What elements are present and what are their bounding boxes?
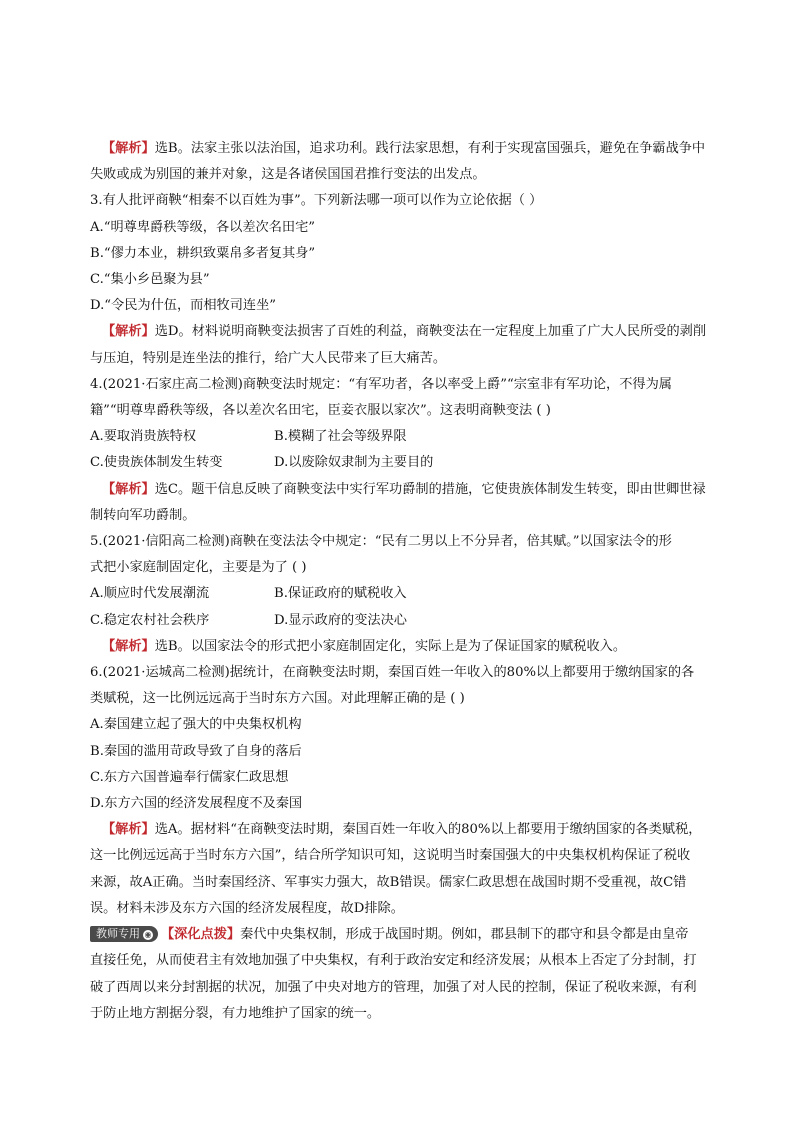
analysis-tag: 【解析】 — [102, 324, 155, 340]
question-4-options-ab: A.要取消贵族特权 B.模糊了社会等级界限 — [90, 429, 407, 445]
analysis-tag: 【解析】 — [102, 481, 155, 497]
answer-4-line-2: 制转向军功爵制。 — [90, 507, 196, 523]
answer-2-line-1: 【解析】选B。法家主张以法治国，追求功利。践行法家思想，有利于实现富国强兵，避免在争霸战争中 — [102, 141, 706, 156]
question-4-line-1: 4.(2021·石家庄高二检测)商鞅变法时规定：“有军功者，各以率受上爵”“宗室非有军功论，不得为属 — [90, 376, 672, 392]
answer-4-line-1: 【解析】选C。题干信息反映了商鞅变法中实行军功爵制的措施，它使贵族体制发生转变，即由世卿世禄 — [102, 481, 706, 497]
answer-2-line-2: 失败或成为别国的兼并对象，这是各诸侯国国君推行变法的出发点。 — [90, 167, 486, 183]
question-3-option-d: D.“令民为什伍，而相牧司连坐” — [90, 298, 277, 314]
question-6-option-a: A.秦国建立起了强大的中央集权机构 — [90, 717, 302, 733]
question-3-stem: 3.有人批评商鞅“相秦不以百姓为事”。下列新法哪一项可以作为立论依据（ ） — [90, 193, 543, 209]
answer-6-line-1: 【解析】选A。据材料“在商鞅变法时期，秦国百姓一年收入的80%以上都要用于缴纳国家的各类赋税， — [102, 822, 702, 838]
question-4-options-cd: C.使贵族体制发生转变 D.以废除奴隶制为主要目的 — [90, 455, 434, 471]
question-5-options-ab: A.顺应时代发展潮流 B.保证政府的赋税收入 — [90, 586, 407, 602]
answer-6-line-2: 这一比例远远高于当时东方六国”，结合所学知识可知，这说明当时秦国强大的中央集权机构保证了税收 — [90, 848, 691, 864]
deepening-tag: 【深化点拨】 — [161, 927, 241, 943]
analysis-tag: 【解析】 — [102, 141, 155, 156]
question-5-options-cd: C.稳定农村社会秩序 D.显示政府的变法决心 — [90, 612, 407, 628]
deepening-line-2: 直接任免，从而使君主有效地加强了中央集权，有利于政治安定和经济发展；从根本上否定了分封制，打 — [90, 953, 697, 969]
question-5-line-2: 式把小家庭制固定化，主要是为了 ( ) — [90, 560, 307, 576]
question-6-option-d: D.东方六国的经济发展程度不及秦国 — [90, 796, 303, 812]
answer-6-line-4: 误。材料未涉及东方六国的经济发展程度，故D排除。 — [90, 900, 404, 916]
deepening-line-3: 破了西周以来分封割据的状况，加强了中央对地方的管理，加强了对人民的控制，保证了税收来源，有利 — [90, 979, 697, 995]
question-4-line-2: 籍”“明尊卑爵秩等级，各以差次名田宅，臣妾衣服以家次”。这表明商鞅变法 ( ) — [90, 403, 551, 419]
deepening-line-4: 于防止地方割据分裂，有力地维护了国家的统一。 — [90, 1005, 381, 1021]
badge-circle-icon: ◉ — [144, 930, 152, 940]
question-5-line-1: 5.(2021·信阳高二检测)商鞅在变法法令中规定：“民有二男以上不分异者，倍其赋。”以国家法令的形 — [90, 534, 672, 550]
question-6-option-c: C.东方六国普遍奉行儒家仁政思想 — [90, 769, 289, 785]
question-3-option-b: B.“僇力本业，耕织致粟帛多者复其身” — [90, 245, 316, 261]
teacher-only-badge: 教师专用 ◉ — [90, 926, 158, 942]
answer-5-line-1: 【解析】选B。以国家法令的形式把小家庭制固定化，实际上是为了保证国家的赋税收入。 — [102, 638, 627, 654]
question-6-option-b: B.秦国的滥用苛政导致了自身的落后 — [90, 743, 302, 759]
question-6-line-2: 类赋税，这一比例远远高于当时东方六国。对此理解正确的是 ( ) — [90, 691, 465, 707]
question-3-option-a: A.“明尊卑爵秩等级，各以差次名田宅” — [90, 219, 316, 235]
answer-3-line-1: 【解析】选D。材料说明商鞅变法损害了百姓的利益，商鞅变法在一定程度上加重了广大人民所受的剥削 — [102, 324, 707, 340]
document-body — [90, 136, 720, 1027]
analysis-tag: 【解析】 — [102, 638, 155, 654]
question-6-line-1: 6.(2021·运城高二检测)据统计，在商鞅变法时期，秦国百姓一年收入的80%以上都要用于缴纳国家的各 — [90, 665, 695, 681]
answer-6-line-3: 来源，故A正确。当时秦国经济、军事实力强大，故B错误。儒家仁政思想在战国时期不受重视，故C错 — [90, 874, 687, 890]
analysis-tag: 【解析】 — [102, 822, 155, 838]
answer-3-line-2: 与压迫，特别是连坐法的推行，给广大人民带来了巨大痛苦。 — [90, 350, 447, 366]
question-3-option-c: C.“集小乡邑聚为县” — [90, 272, 210, 288]
deepening-line-1: 教师专用 ◉ 【深化点拨】秦代中央集权制，形成于战国时期。例如，郡县制下的郡守和县令都是由皇帝 — [90, 922, 720, 948]
